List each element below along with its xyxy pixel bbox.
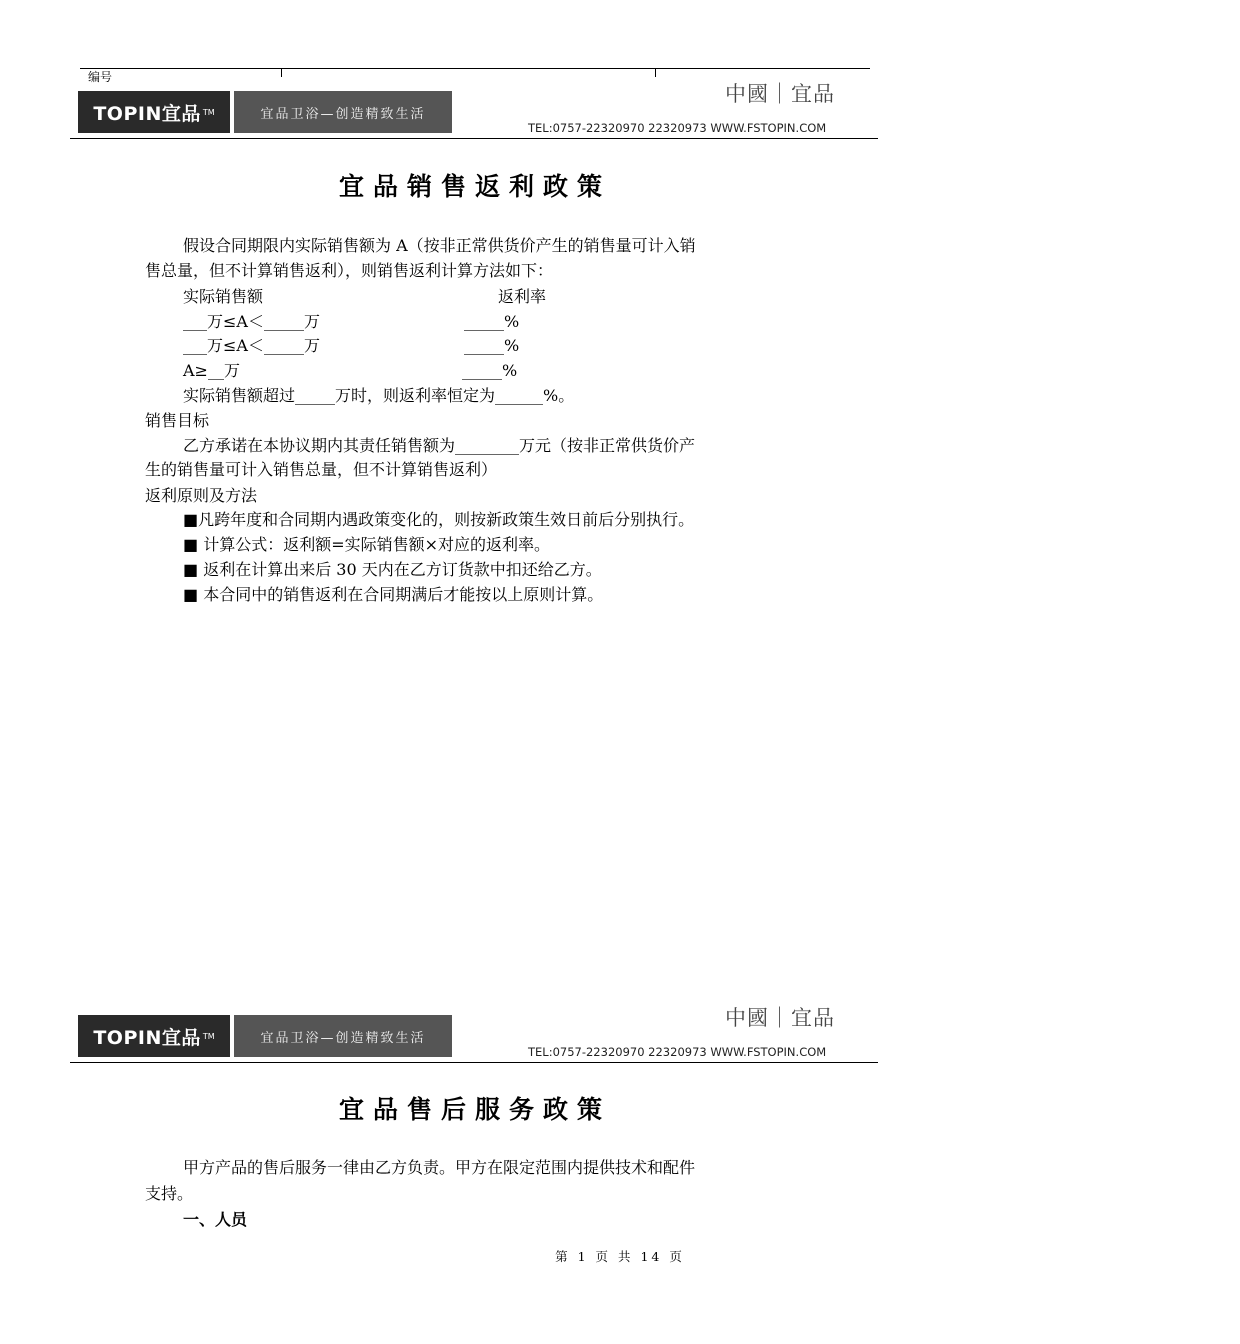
service-section-personnel: 一、人员 <box>183 1210 248 1229</box>
table-column-divider <box>281 68 282 77</box>
rebate-rate-2: _____% <box>464 336 520 355</box>
topin-logo <box>78 91 230 133</box>
cut-off-label: 编号 <box>88 70 113 84</box>
sales-range-2: ___万≤A＜_____万 <box>183 336 320 355</box>
topin-logo <box>78 1015 230 1057</box>
rebate-intro-line1: 假设合同期限内实际销售额为 A（按非正常供货价产生的销售量可计入销 <box>183 236 696 255</box>
rebate-intro-line2: 售总量，但不计算销售返利），则销售返利计算方法如下： <box>145 261 554 280</box>
contact-info: TEL:0757-22320970 22320973 WWW.FSTOPIN.COM <box>528 121 827 135</box>
service-intro-line2: 支持。 <box>145 1184 194 1203</box>
principle-item: ■ 返利在计算出来后 30 天内在乙方订货款中扣还给乙方。 <box>183 560 602 579</box>
rebate-rate-1: _____% <box>464 312 520 331</box>
page-number-footer: 第 1 页 共 14 页 <box>555 1249 685 1264</box>
trademark-mark: TM <box>202 1031 215 1041</box>
rate-column-header: 返利率 <box>498 287 547 306</box>
sales-target-line1: 乙方承诺在本协议期内其责任销售额为________万元（按非正常供货价产 <box>183 436 696 455</box>
logo-text: TOPIN宜品 <box>93 102 201 125</box>
rebate-policy-title: 宜品销售返利政策 <box>338 172 611 201</box>
principle-item: ■ 计算公式：返利额=实际销售额×对应的返利率。 <box>183 535 551 554</box>
trademark-mark: TM <box>202 107 215 117</box>
table-top-border <box>80 68 870 69</box>
sales-column-header: 实际销售额 <box>183 287 264 306</box>
service-intro-line1: 甲方产品的售后服务一律由乙方负责。甲方在限定范围内提供技术和配件 <box>183 1158 696 1177</box>
principle-item: ■凡跨年度和合同期内遇政策变化的，则按新政策生效日前后分别执行。 <box>183 510 695 529</box>
header-rule <box>70 138 878 139</box>
slogan-banner: 宜品卫浴—创造精致生活 <box>234 1015 452 1057</box>
sales-range-1: ___万≤A＜_____万 <box>183 312 320 331</box>
logo-text: TOPIN宜品 <box>93 1026 201 1049</box>
sales-target-line2: 生的销售量可计入销售总量，但不计算销售返利） <box>145 460 498 479</box>
header-rule <box>70 1062 878 1063</box>
table-column-divider <box>655 68 656 77</box>
principle-item: ■ 本合同中的销售返利在合同期满后才能按以上原则计算。 <box>183 585 604 604</box>
rebate-cap-line: 实际销售额超过_____万时，则返利率恒定为______%。 <box>183 386 575 405</box>
rebate-rate-3: _____% <box>462 361 518 380</box>
sales-range-3: A≥__万 <box>183 361 240 380</box>
contact-info: TEL:0757-22320970 22320973 WWW.FSTOPIN.COM <box>528 1045 827 1059</box>
brand-chinese-mark: 中國｜宜品 <box>725 82 835 106</box>
rebate-principles-heading: 返利原则及方法 <box>145 486 258 505</box>
service-policy-title: 宜品售后服务政策 <box>338 1095 611 1124</box>
slogan-banner: 宜品卫浴—创造精致生活 <box>234 91 452 133</box>
brand-chinese-mark: 中國｜宜品 <box>725 1006 835 1030</box>
sales-target-heading: 销售目标 <box>145 411 210 430</box>
